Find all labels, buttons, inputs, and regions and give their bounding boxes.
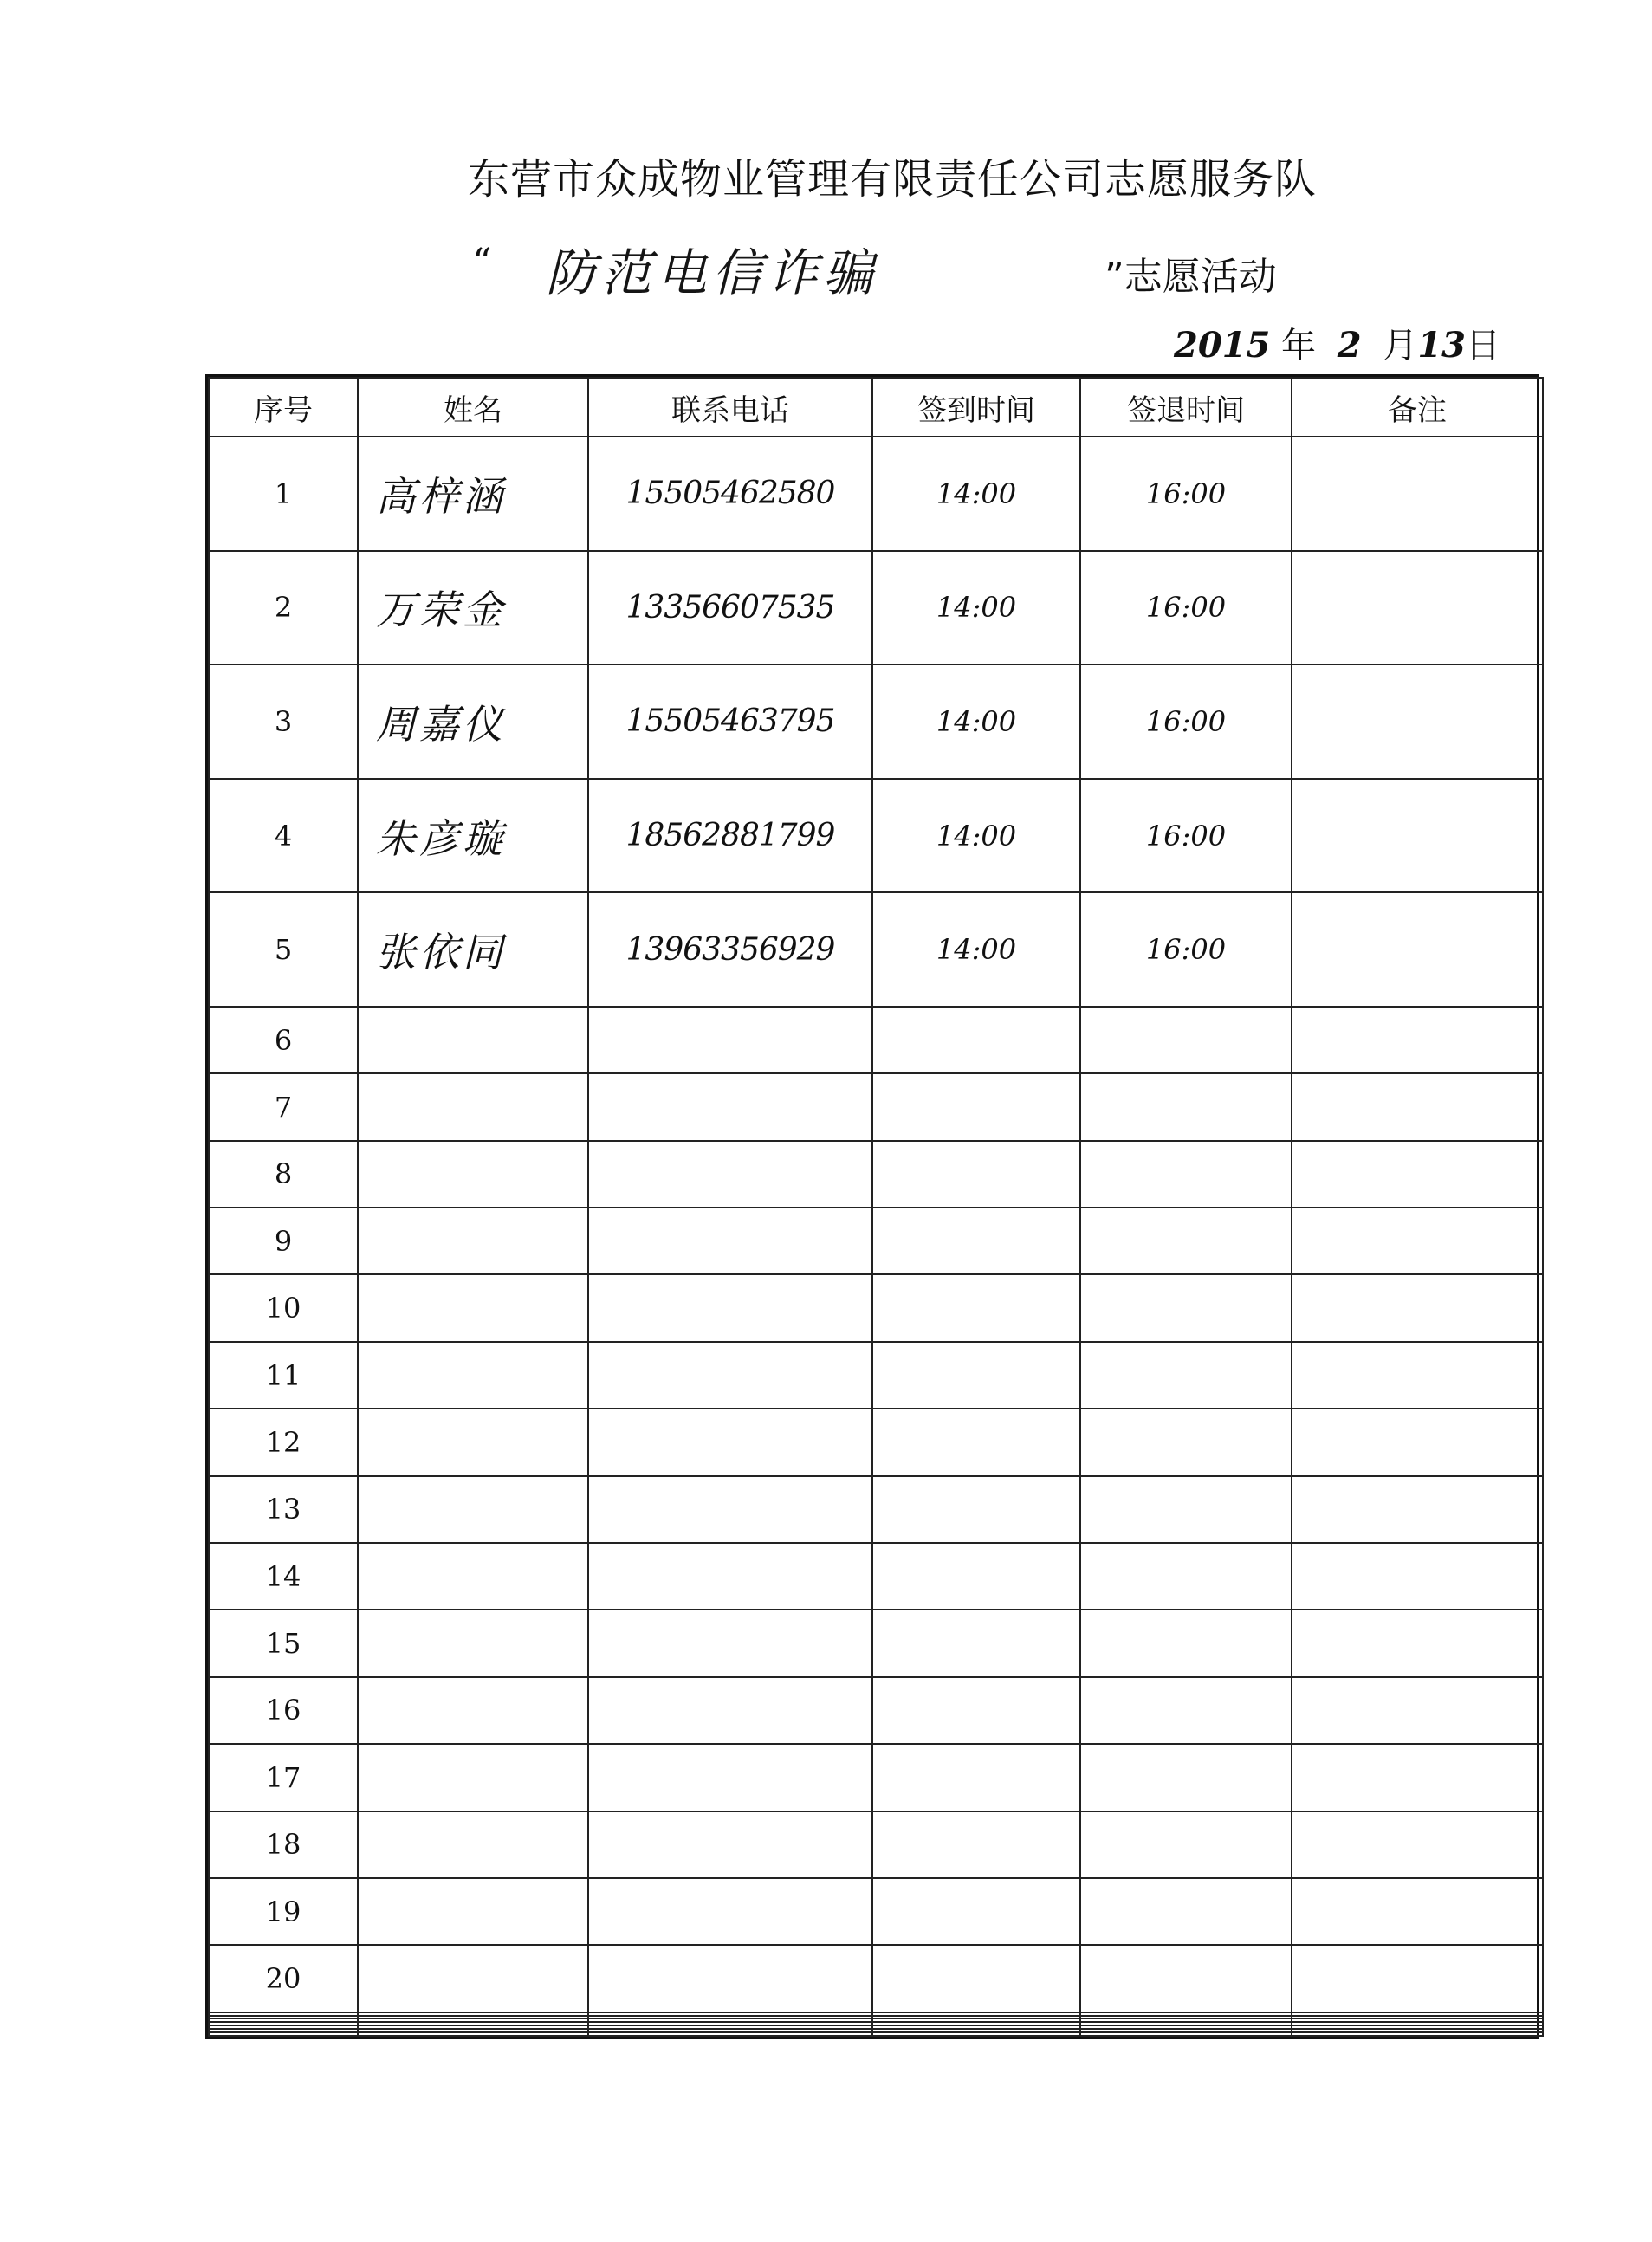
cell-name — [358, 1543, 588, 1610]
cell-sign-in — [872, 1007, 1080, 1073]
cell-sign-out — [1080, 1342, 1292, 1409]
table-row — [209, 1073, 1543, 1140]
activity-name: 防范电信诈骗 — [546, 243, 879, 302]
cell-sign-in — [872, 1677, 1080, 1744]
cell-name — [358, 1945, 588, 2012]
cell-seq: 4 — [209, 779, 358, 893]
table-row — [209, 551, 1543, 665]
cell-name — [358, 1677, 588, 1744]
cell-sign-out: 16:00 — [1080, 664, 1292, 779]
cell-name — [358, 1274, 588, 1341]
cell-note — [1292, 1543, 1543, 1610]
activity-open-quote: “ — [472, 241, 492, 285]
cell-seq — [209, 2032, 358, 2036]
cell-seq: 2 — [209, 551, 358, 665]
cell-sign-in — [872, 1073, 1080, 1140]
date-year: 2015 — [1174, 325, 1271, 366]
cell-phone — [588, 1878, 872, 1945]
table-row — [209, 1476, 1543, 1543]
cell-seq: 17 — [209, 1744, 358, 1811]
cell-sign-out — [1080, 1945, 1292, 2012]
cell-name — [358, 1409, 588, 1475]
cell-seq: 15 — [209, 1610, 358, 1676]
cell-sign-in — [872, 1274, 1080, 1341]
cell-sign-out — [1080, 1610, 1292, 1676]
cell-note — [1292, 664, 1543, 779]
cell-seq: 7 — [209, 1073, 358, 1140]
cell-phone — [588, 1208, 872, 1274]
cell-phone — [588, 1274, 872, 1341]
cell-sign-out: 16:00 — [1080, 779, 1292, 893]
table-row — [209, 1811, 1543, 1878]
cell-sign-out — [1080, 1476, 1292, 1543]
cell-sign-in — [872, 1476, 1080, 1543]
cell-phone — [588, 1744, 872, 1811]
table-row — [209, 1945, 1543, 2012]
cell-sign-out — [1080, 1878, 1292, 1945]
cell-sign-in — [872, 1208, 1080, 1274]
column-header-sign-out: 签退时间 — [1080, 378, 1292, 437]
date-year-label: 年 — [1281, 326, 1317, 366]
cell-sign-in — [872, 2032, 1080, 2036]
table-row — [209, 1543, 1543, 1610]
signin-table — [208, 377, 1544, 2037]
column-header-phone: 联系电话 — [588, 378, 872, 437]
cell-sign-in: 14:00 — [872, 779, 1080, 893]
cell-phone — [588, 1811, 872, 1878]
date-day: 13 — [1417, 325, 1466, 366]
cell-sign-in — [872, 1811, 1080, 1878]
page-title: 东营市众成物业管理有限责任公司志愿服务队 — [467, 155, 1317, 204]
cell-phone: 13356607535 — [588, 551, 872, 665]
cell-sign-out — [1080, 1543, 1292, 1610]
cell-sign-in — [872, 1141, 1080, 1208]
cell-sign-out — [1080, 1409, 1292, 1475]
cell-name — [358, 1141, 588, 1208]
cell-note — [1292, 1811, 1543, 1878]
activity-date — [1174, 318, 1500, 367]
cell-phone — [588, 1409, 872, 1475]
cell-sign-in — [872, 1610, 1080, 1676]
cell-seq: 18 — [209, 1811, 358, 1878]
cell-note — [1292, 551, 1543, 665]
cell-phone — [588, 1007, 872, 1073]
cell-note — [1292, 2032, 1543, 2036]
table-row — [209, 1610, 1543, 1676]
cell-seq: 9 — [209, 1208, 358, 1274]
cell-sign-in: 14:00 — [872, 551, 1080, 665]
cell-seq: 19 — [209, 1878, 358, 1945]
cell-phone — [588, 1945, 872, 2012]
cell-sign-in — [872, 1945, 1080, 2012]
cell-sign-in: 14:00 — [872, 437, 1080, 551]
cell-sign-out: 16:00 — [1080, 892, 1292, 1007]
cell-phone: 15505463795 — [588, 664, 872, 779]
cell-sign-in — [872, 1342, 1080, 1409]
cell-name: 周嘉仪 — [358, 664, 588, 779]
cell-seq: 10 — [209, 1274, 358, 1341]
table-row — [209, 1007, 1543, 1073]
cell-sign-in — [872, 1744, 1080, 1811]
cell-note — [1292, 1208, 1543, 1274]
cell-name — [358, 1878, 588, 1945]
activity-suffix: ”志愿活动 — [1105, 255, 1277, 299]
table-row — [209, 1342, 1543, 1409]
cell-note — [1292, 1007, 1543, 1073]
table-row — [209, 1744, 1543, 1811]
cell-seq: 1 — [209, 437, 358, 551]
cell-sign-in — [872, 1409, 1080, 1475]
column-header-sign-in: 签到时间 — [872, 378, 1080, 437]
cell-sign-out — [1080, 1073, 1292, 1140]
cell-note — [1292, 1744, 1543, 1811]
cell-seq: 20 — [209, 1945, 358, 2012]
table-row — [209, 664, 1543, 779]
cell-name: 高梓涵 — [358, 437, 588, 551]
table-row — [209, 2032, 1543, 2036]
table-row — [209, 1208, 1543, 1274]
cell-name — [358, 1208, 588, 1274]
cell-note — [1292, 1141, 1543, 1208]
signin-sheet — [205, 374, 1539, 2039]
cell-sign-out — [1080, 1744, 1292, 1811]
column-header-name: 姓名 — [358, 378, 588, 437]
cell-seq: 12 — [209, 1409, 358, 1475]
cell-note — [1292, 1409, 1543, 1475]
table-row — [209, 779, 1543, 893]
table-row — [209, 437, 1543, 551]
cell-note — [1292, 1073, 1543, 1140]
table-row — [209, 892, 1543, 1007]
cell-sign-out — [1080, 2032, 1292, 2036]
cell-seq: 3 — [209, 664, 358, 779]
table-row — [209, 1409, 1543, 1475]
cell-note — [1292, 437, 1543, 551]
cell-phone: 18562881799 — [588, 779, 872, 893]
cell-seq: 14 — [209, 1543, 358, 1610]
cell-name — [358, 1073, 588, 1140]
cell-name: 朱彦璇 — [358, 779, 588, 893]
cell-seq: 11 — [209, 1342, 358, 1409]
date-month-label: 月 — [1383, 326, 1418, 366]
cell-note — [1292, 1610, 1543, 1676]
cell-seq: 8 — [209, 1141, 358, 1208]
table-row — [209, 1878, 1543, 1945]
cell-name — [358, 1007, 588, 1073]
cell-seq: 16 — [209, 1677, 358, 1744]
cell-note — [1292, 1878, 1543, 1945]
cell-note — [1292, 1274, 1543, 1341]
cell-note — [1292, 1677, 1543, 1744]
cell-phone: 15505462580 — [588, 437, 872, 551]
cell-sign-out: 16:00 — [1080, 437, 1292, 551]
cell-phone — [588, 1610, 872, 1676]
cell-phone: 13963356929 — [588, 892, 872, 1007]
cell-name: 张依同 — [358, 892, 588, 1007]
cell-name — [358, 1744, 588, 1811]
cell-sign-out — [1080, 1208, 1292, 1274]
cell-name — [358, 1342, 588, 1409]
cell-seq: 5 — [209, 892, 358, 1007]
cell-sign-in: 14:00 — [872, 892, 1080, 1007]
cell-name — [358, 1811, 588, 1878]
cell-name — [358, 2032, 588, 2036]
cell-phone — [588, 1073, 872, 1140]
table-row — [209, 1677, 1543, 1744]
cell-seq: 6 — [209, 1007, 358, 1073]
date-day-label: 日 — [1466, 326, 1500, 366]
cell-note — [1292, 1945, 1543, 2012]
cell-phone — [588, 1543, 872, 1610]
cell-sign-out: 16:00 — [1080, 551, 1292, 665]
cell-sign-in — [872, 1543, 1080, 1610]
cell-note — [1292, 779, 1543, 893]
cell-note — [1292, 1342, 1543, 1409]
date-month: 2 — [1337, 325, 1362, 366]
cell-name — [358, 1476, 588, 1543]
cell-phone — [588, 1141, 872, 1208]
cell-phone — [588, 1476, 872, 1543]
cell-seq: 13 — [209, 1476, 358, 1543]
cell-sign-out — [1080, 1007, 1292, 1073]
column-header-note: 备注 — [1292, 378, 1543, 437]
cell-phone — [588, 1677, 872, 1744]
table-header-row — [209, 378, 1543, 437]
cell-sign-out — [1080, 1677, 1292, 1744]
cell-sign-out — [1080, 1141, 1292, 1208]
cell-name — [358, 1610, 588, 1676]
column-header-seq: 序号 — [209, 378, 358, 437]
cell-sign-in — [872, 1878, 1080, 1945]
cell-sign-out — [1080, 1811, 1292, 1878]
cell-sign-out — [1080, 1274, 1292, 1341]
cell-name: 万荣金 — [358, 551, 588, 665]
cell-phone — [588, 1342, 872, 1409]
table-row — [209, 1141, 1543, 1208]
cell-note — [1292, 1476, 1543, 1543]
cell-phone — [588, 2032, 872, 2036]
cell-note — [1292, 892, 1543, 1007]
table-row — [209, 1274, 1543, 1341]
cell-sign-in: 14:00 — [872, 664, 1080, 779]
